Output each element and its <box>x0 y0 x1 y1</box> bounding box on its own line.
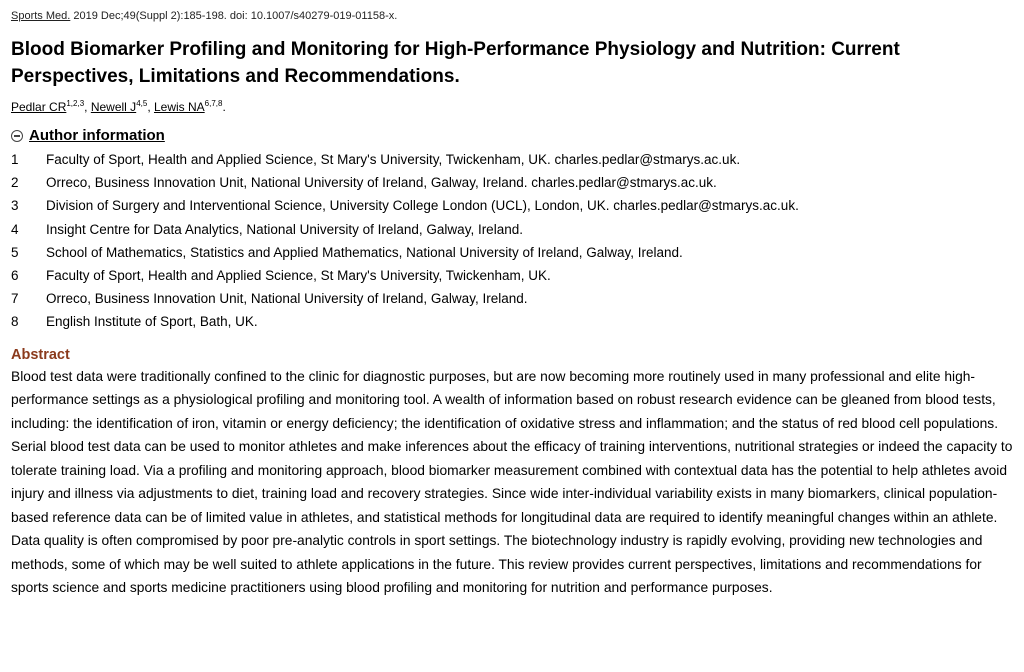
citation-line <box>11 9 1017 23</box>
affiliation-text: Orreco, Business Innovation Unit, National University of Ireland, Galway, Ireland. charles.pedlar@stmarys.ac.uk. <box>46 175 717 191</box>
citation-details: 2019 Dec;49(Suppl 2):185-198. doi: 10.1007/s40279-019-01158-x. <box>70 10 398 22</box>
author-list <box>11 99 1017 115</box>
affiliation-number: 3 <box>11 198 19 214</box>
author-link[interactable]: Newell J <box>90 100 137 114</box>
article-page <box>11 9 1017 600</box>
author-separator: , <box>84 100 91 114</box>
affiliation-item <box>11 171 1017 194</box>
author-link[interactable]: Lewis NA <box>153 100 205 114</box>
journal-link[interactable]: Sports Med. <box>11 10 71 22</box>
affiliation-text: Division of Surgery and Interventional Science, University College London (UCL), London, UK. charles.pedlar@stmarys.ac.uk. <box>46 198 799 214</box>
affiliation-number: 2 <box>11 175 19 191</box>
author-information-toggle[interactable] <box>11 126 1017 144</box>
affiliation-number: 6 <box>11 268 19 284</box>
affiliation-text: Insight Centre for Data Analytics, National University of Ireland, Galway, Ireland. <box>46 221 523 237</box>
affiliation-list <box>11 148 1017 334</box>
affiliation-item <box>11 264 1017 287</box>
abstract-heading: Abstract <box>11 346 70 363</box>
affiliation-text: School of Mathematics, Statistics and Applied Mathematics, National University of Ireland, Galway, Ireland. <box>46 244 683 260</box>
affiliation-number: 4 <box>11 221 19 237</box>
author-link[interactable]: Pedlar CR <box>11 100 67 114</box>
affiliation-text: English Institute of Sport, Bath, UK. <box>46 314 258 330</box>
author-affiliation-refs: 1,2,3 <box>66 99 85 108</box>
affiliation-text: Faculty of Sport, Health and Applied Science, St Mary's University, Twickenham, UK. charles.pedlar@stmarys.ac.uk. <box>46 152 741 168</box>
affiliation-number: 5 <box>11 244 19 260</box>
affiliation-item <box>11 287 1017 310</box>
affiliation-item <box>11 218 1017 241</box>
affiliation-text: Orreco, Business Innovation Unit, National University of Ireland, Galway, Ireland. <box>46 291 528 307</box>
affiliation-item <box>11 310 1017 333</box>
affiliation-number: 1 <box>11 152 19 168</box>
affiliation-number: 8 <box>11 314 19 330</box>
minus-circle-icon[interactable] <box>11 130 23 142</box>
author-information-label[interactable]: Author information <box>29 126 165 144</box>
affiliation-item <box>11 241 1017 264</box>
article-title: Blood Biomarker Profiling and Monitoring for High-Performance Physiology and Nutrition: Current Perspectives, Limitations and Recommendations. <box>11 39 900 87</box>
affiliation-item <box>11 148 1017 171</box>
author-affiliation-refs: 4,5 <box>136 99 148 108</box>
abstract-text: Blood test data were traditionally confined to the clinic for diagnostic purposes, but are now becoming more routinely used in many professional and elite high-performance settings as a physiological profiling and monitoring tool. A wealth of information based on robust research evidence can be gleaned from blood tests, including: the identification of iron, vitamin or energy deficiency; the identification of oxidative stress and inflammation; and the status of red blood cell populations. Serial blood test data can be used to monitor athletes and make inferences about the efficacy of training interventions, nutritional strategies or indeed the capacity to tolerate training load. Via a profiling and monitoring approach, blood biomarker measurement combined with contextual data has the potential to help athletes avoid injury and illness via adjustments to diet, training load and recovery strategies. Since wide inter-individual variability exists in many biomarkers, clinical population-based reference data can be of limited value in athletes, and statistical methods for longitudinal data are required to identify meaningful changes within an athlete. Data quality is often compromised by poor pre-analytic controls in sport settings. The biotechnology industry is rapidly evolving, providing new technologies and methods, some of which may be well suited to athlete applications in the future. This review provides current perspectives, limitations and recommendations for sports science and sports medicine practitioners using blood profiling and monitoring for nutrition and performance purposes. <box>11 368 1013 595</box>
author-affiliation-refs: 6,7,8 <box>204 99 223 108</box>
author-separator: . <box>222 100 226 114</box>
affiliation-item <box>11 194 1017 217</box>
affiliation-text: Faculty of Sport, Health and Applied Science, St Mary's University, Twickenham, UK. <box>46 268 551 284</box>
author-separator: , <box>147 100 154 114</box>
affiliation-number: 7 <box>11 291 19 307</box>
